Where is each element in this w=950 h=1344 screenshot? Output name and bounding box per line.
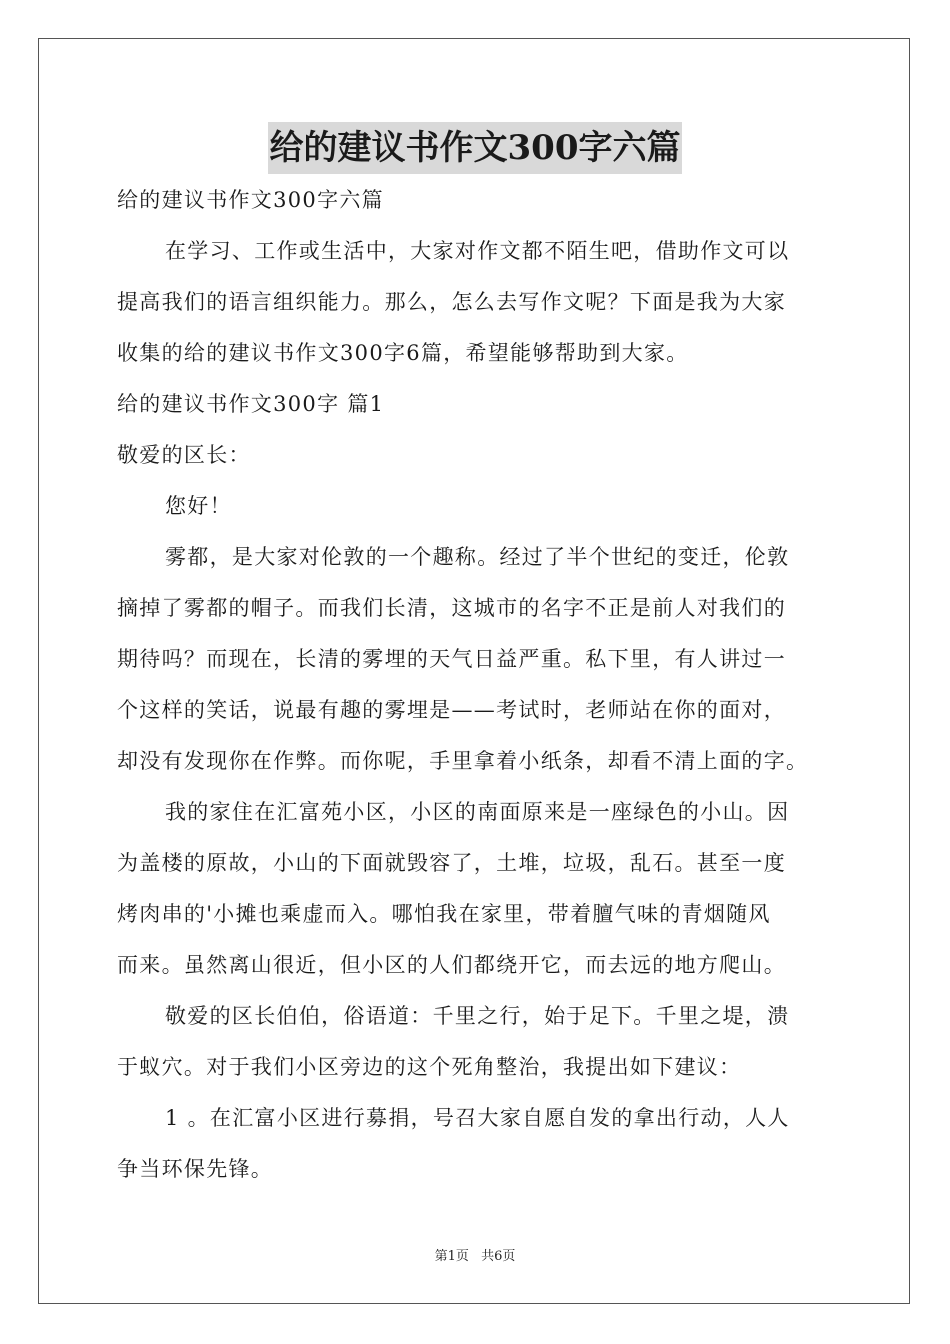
document-title: 给的建议书作文300字六篇 bbox=[268, 122, 683, 174]
text-line: 雾都，是大家对伦敦的一个趣称。经过了半个世纪的变迁，伦敦 bbox=[165, 545, 790, 569]
text-line: 敬爱的区长： bbox=[117, 443, 251, 467]
text-line: 给的建议书作文300字 篇1 bbox=[117, 392, 385, 416]
text-line: 提高我们的语言组织能力。那么，怎么去写作文呢？下面是我为大家 bbox=[117, 290, 786, 314]
text-line: 个这样的笑话，说最有趣的雾埋是——考试时，老师站在你的面对， bbox=[117, 698, 786, 722]
text-line: 为盖楼的原故，小山的下面就毁容了，土堆，垃圾，乱石。甚至一度 bbox=[117, 851, 786, 875]
text-line: 却没有发现你在作弊。而你呢，手里拿着小纸条，却看不清上面的字。 bbox=[117, 749, 809, 773]
text-line: 给的建议书作文300字六篇 bbox=[117, 188, 384, 212]
text-line: 争当环保先锋。 bbox=[117, 1157, 274, 1181]
page-number-current: 第1页 bbox=[434, 1249, 469, 1264]
text-line: 在学习、工作或生活中，大家对作文都不陌生吧，借助作文可以 bbox=[165, 239, 790, 263]
text-line: 敬爱的区长伯伯，俗语道：千里之行，始于足下。千里之堤，溃 bbox=[165, 1004, 790, 1028]
text-line: 摘掉了雾都的帽子。而我们长清，这城市的名字不正是前人对我们的 bbox=[117, 596, 786, 620]
text-line: 您好！ bbox=[165, 494, 232, 518]
text-line: 烤肉串的'小摊也乘虚而入。哪怕我在家里，带着膻气味的青烟随风 bbox=[117, 902, 771, 926]
text-line: 1 。在汇富小区进行募捐，号召大家自愿自发的拿出行动，人人 bbox=[165, 1106, 790, 1130]
text-line: 我的家住在汇富苑小区，小区的南面原来是一座绿色的小山。因 bbox=[165, 800, 790, 824]
text-line: 于蚁穴。对于我们小区旁边的这个死角整治，我提出如下建议： bbox=[117, 1055, 742, 1079]
title-container bbox=[0, 122, 950, 174]
text-line: 期待吗？而现在，长清的雾埋的天气日益严重。私下里，有人讲过一 bbox=[117, 647, 786, 671]
document-body bbox=[117, 175, 837, 1195]
page-number-total: 共6页 bbox=[481, 1249, 516, 1264]
text-line: 而来。虽然离山很近，但小区的人们都绕开它，而去远的地方爬山。 bbox=[117, 953, 786, 977]
page-footer bbox=[0, 1245, 950, 1264]
text-line: 收集的给的建议书作文300字6篇，希望能够帮助到大家。 bbox=[117, 341, 689, 365]
